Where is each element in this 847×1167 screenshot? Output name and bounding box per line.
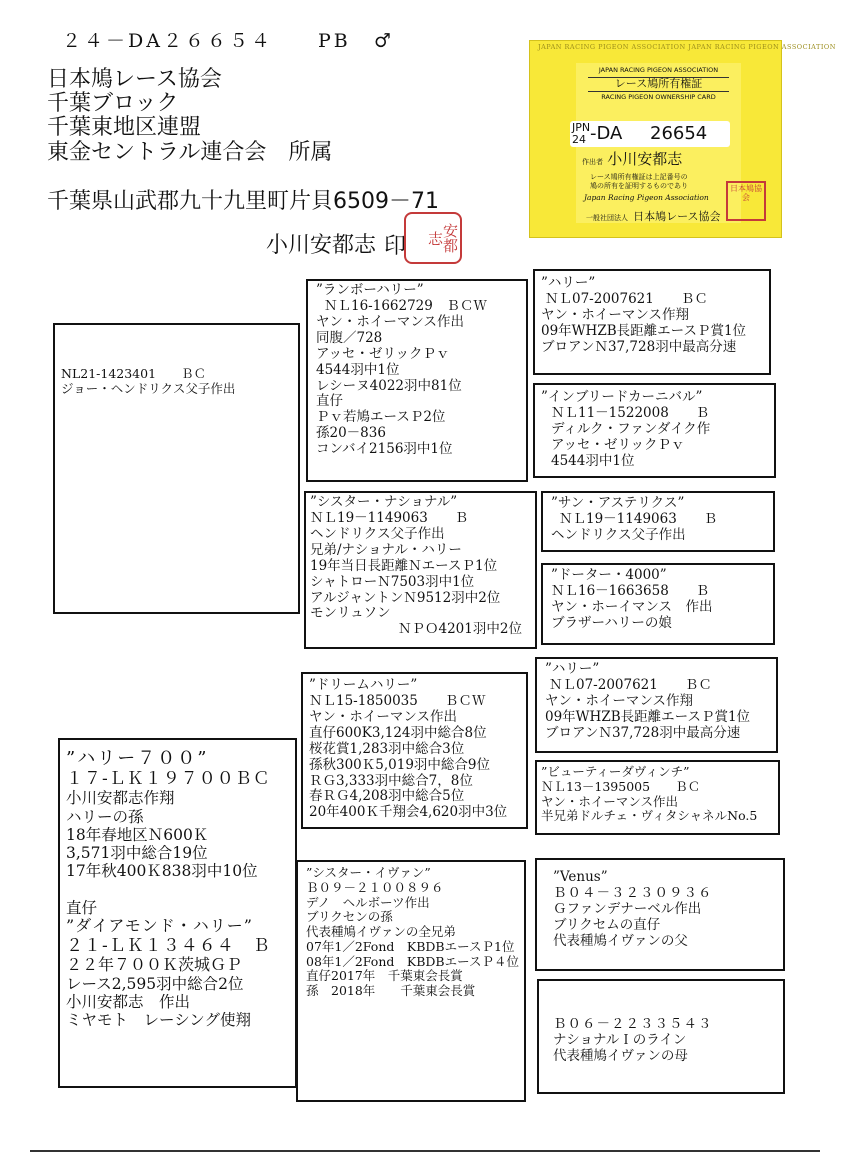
card-org-name: 日本鳩レース協会	[633, 210, 721, 223]
pedigree-line: 直仔2017年 千葉東会長賞	[306, 968, 463, 984]
pedigree-line: ＮＬ16－1663658 Ｂ	[551, 582, 710, 599]
card-ring-field	[570, 121, 730, 147]
pedigree-line: ”ランボーハリー”	[316, 282, 424, 298]
card-inner	[572, 63, 741, 223]
subject2-line: 18年春地区Ｎ600Ｋ	[66, 825, 209, 844]
subject2-line: レース2,595羽中総合2位	[66, 974, 244, 993]
org-line: 千葉ブロック	[47, 91, 179, 117]
pedigree-line: ヤン・ホイーマンス作出	[316, 313, 464, 330]
pedigree-line: ヤン・ホイーマンス作出	[541, 793, 679, 809]
ring-number: ２４－DA２６６５４	[62, 30, 273, 52]
pedigree-line: 4544羽中1位	[551, 452, 635, 469]
pedigree-line: 4544羽中1位	[316, 361, 400, 378]
dam-sire-box	[541, 491, 775, 552]
pedigree-line: 08年1／2Fond KBDBエースＰ４位	[306, 953, 519, 969]
card-title-jp: レース鳩所有権証	[588, 77, 729, 92]
pedigree-line: ”ハリー”	[545, 661, 600, 677]
dam-box	[304, 491, 537, 649]
pedigree-line: ブリクセムの直仔	[553, 916, 661, 933]
pedigree-line: レシーヌ4022羽中81位	[316, 377, 462, 394]
pedigree-line: ブロアンＮ37,728羽中最高分速	[541, 338, 737, 355]
pedigree-line: ＲＧ3,333羽中総合7，8位	[309, 772, 473, 789]
pedigree-line: ”Venus”	[553, 869, 608, 885]
card-year: 24	[572, 133, 586, 146]
pedigree-line: 20年400Ｋ千翔会4,620羽中3位	[309, 804, 508, 821]
pedigree-line: 同腹／728	[316, 329, 383, 346]
subject-line: NL21-1423401 ＢＣ	[61, 366, 207, 381]
pedigree-line: ＮＬ11－1522008 Ｂ	[551, 404, 710, 421]
org-line: 千葉東地区連盟	[47, 115, 202, 141]
subject2-line: 直仔	[66, 898, 98, 917]
card-owner-row	[582, 151, 682, 169]
pedigree-line: ＮＬ19－1149063 Ｂ	[310, 509, 469, 526]
pedigree-line: 春ＲＧ4,208羽中総合5位	[309, 788, 465, 805]
pedigree-line: 直仔	[316, 393, 343, 410]
pedigree-line: ”サン・アステリクス”	[551, 495, 685, 511]
pedigree-line: ”ドーター・4000”	[551, 567, 667, 583]
ownership-card	[529, 40, 836, 238]
dam2-dam-box	[537, 979, 785, 1094]
pedigree-line: Ｂ０９－２１００８９６	[306, 879, 444, 895]
pedigree-line: 桜花賞1,283羽中総合3位	[309, 740, 465, 757]
seal-name: 安都志	[426, 223, 459, 253]
card-org-prefix: 一般社団法人	[586, 214, 628, 222]
subject2-line: ”ハリー７００”	[66, 748, 209, 769]
subject2-line: ミヤモト レーシング使翔	[66, 1011, 251, 1030]
organization-block	[47, 68, 332, 165]
card-note-2: 鳩の所有を証明するものであり	[590, 182, 688, 190]
dam-dam-box	[541, 563, 775, 645]
pedigree-line: 19年当日長距離ＮエースＰ1位	[310, 557, 498, 574]
pedigree-line: Ｂ０４－３２３０９３６	[553, 884, 713, 901]
subject-line: ジョー・ヘンドリクス父子作出	[61, 380, 236, 396]
pedigree-line: 半兄弟ドルチェ・ヴィタシャネルNo.5	[541, 808, 758, 824]
subject2-line: 小川安都志作翔	[66, 789, 175, 808]
pedigree-line: ”ドリームハリー”	[309, 677, 418, 693]
sire-dam-box	[533, 383, 776, 478]
sire2-sire-box	[535, 657, 778, 753]
pedigree-line: アッセ・ゼリックＰｖ	[551, 436, 685, 453]
sire-sire-box	[533, 269, 771, 375]
sex-symbol: ♂	[373, 30, 394, 52]
pedigree-line: ナショナルＩのライン	[553, 1031, 687, 1048]
card-org-row	[586, 206, 721, 225]
dam2-box	[296, 860, 526, 1102]
card-stamp	[726, 181, 766, 221]
owner-seal-stamp	[404, 212, 462, 264]
card-jpn-label: JPN	[572, 121, 591, 134]
pedigree-line: ヤン・ホイーマンス作翔	[541, 306, 689, 323]
pedigree-line: 代表種鳩イヴァンの母	[553, 1047, 688, 1064]
pedigree-line: ”シスター・イヴァン”	[306, 865, 431, 880]
pedigree-line: ”ビューティーダヴィンチ”	[541, 764, 690, 779]
pedigree-line: ＮＬ19－1149063 Ｂ	[559, 510, 718, 527]
pedigree-line: ディルク・ファンダイク作	[551, 420, 711, 437]
subject-box	[53, 323, 300, 614]
pedigree-line: 孫20－836	[316, 425, 386, 442]
pedigree-line: シャトローＮ7503羽中1位	[310, 573, 475, 590]
pedigree-line: モンリュソン	[310, 605, 391, 622]
pedigree-line: コンバイ2156羽中1位	[316, 441, 453, 458]
card-owner-label: 作出者	[582, 158, 603, 166]
seal-char: 印	[384, 234, 407, 259]
page-bottom-rule	[30, 1150, 820, 1152]
address: 千葉県山武郡九十九里町片貝6509－71	[47, 189, 439, 214]
pedigree-line: アッセ・ゼリックＰｖ	[316, 345, 450, 362]
subject2-line: ハリーの孫	[66, 807, 144, 826]
pedigree-line: アルジャントンＮ9512羽中2位	[310, 589, 501, 606]
card-assoc-en: JAPAN RACING PIGEON ASSOCIATION	[598, 66, 719, 74]
pedigree-line: ブリクセンの孫	[306, 909, 393, 925]
pedigree-line: ”ハリー”	[541, 275, 596, 291]
pedigree-line: 兄弟/ナショナル・ハリー	[310, 541, 462, 558]
subject2-box	[58, 738, 297, 1088]
pedigree-line: ＮＬ16-1662729 ＢＣＷ	[324, 297, 487, 314]
pedigree-line: 09年WHZB長距離エースＰ賞1位	[545, 708, 751, 725]
pedigree-line: Ｂ０６－２２３３５４３	[553, 1016, 713, 1032]
ring-header	[62, 30, 394, 52]
dam2-sire-box	[535, 858, 785, 971]
pedigree-line: 代表種鳩イヴァンの全兄弟	[306, 924, 456, 939]
type-label: PB	[318, 30, 351, 52]
subject2-line: 17年秋400Ｋ838羽中10位	[66, 862, 258, 881]
subject2-line: ”ダイアモンド・ハリー”	[66, 915, 253, 935]
sire-box	[306, 279, 528, 482]
pedigree-line: ＮＰＯ4201羽中2位	[398, 621, 522, 638]
pedigree-line: ”インブリードカーニバル”	[541, 389, 703, 405]
subject2-line	[66, 881, 295, 899]
sire2-box	[301, 672, 528, 829]
pedigree-line: ＮＬ13－1395005 ＢＣ	[541, 778, 701, 794]
card-ring-number: 26654	[650, 123, 708, 144]
pedigree-line: ヤン・ホイーマンス作出	[309, 708, 457, 725]
pedigree-line: ブラザーハリーの娘	[551, 614, 672, 631]
pedigree-line: ”シスター・ナショナル”	[310, 494, 458, 510]
card-assoc-en-bottom: Japan Racing Pigeon Association	[584, 193, 709, 202]
pedigree-line: 代表種鳩イヴァンの父	[553, 932, 688, 949]
pedigree-line: 直仔600K3,124羽中総合8位	[309, 724, 487, 741]
pedigree-line: 孫 2018年 千葉東会長賞	[306, 983, 476, 998]
card-note-1: レース鳩所有権証は上記番号の	[590, 173, 688, 181]
pedigree-line: ＮＬ07-2007621 ＢＣ	[549, 676, 712, 693]
pedigree-line: ＮＬ07-2007621 ＢＣ	[545, 290, 708, 307]
card-stamp-text: 日本鳩協会	[730, 184, 762, 202]
pedigree-line: ヘンドリクス父子作出	[551, 526, 686, 543]
pedigree-line: Ｐｖ若鳩エースＰ2位	[316, 409, 446, 426]
org-line: 東金セントラル連合会 所属	[47, 139, 333, 165]
card-owner-sign: 小川安都志	[607, 150, 683, 168]
pedigree-line: ヘンドリクス父子作出	[310, 525, 445, 542]
subject2-line: ２１-ＬＫ１３４６４ Ｂ	[66, 935, 271, 956]
org-line: 日本鳩レース協会	[47, 67, 222, 92]
sire2-dam-box	[535, 760, 780, 835]
card-ring-prefix: -DA	[590, 123, 623, 144]
subject2-line: 小川安都志 作出	[66, 993, 191, 1012]
pedigree-line: ヤン・ホーイマンス 作出	[551, 598, 713, 615]
pedigree-line: Ｇファンデナーベル作出	[553, 900, 702, 917]
pedigree-line: ヤン・ホイーマンス作翔	[545, 692, 693, 709]
pedigree-line: 09年WHZB長距離エースＰ賞1位	[541, 322, 747, 339]
pedigree-line: ブロアンＮ37,728羽中最高分速	[545, 724, 741, 741]
pedigree-line: ＮＬ15-1850035 ＢＣＷ	[309, 692, 486, 709]
subject2-line: １７-ＬＫ１９７００ＢＣ	[66, 769, 271, 790]
owner-name: 小川安都志	[266, 233, 377, 258]
subject2-line: ２２年７００Ｋ茨城ＧＰ	[66, 954, 243, 974]
subject2-line: 3,571羽中総合19位	[66, 844, 208, 863]
card-title-en: RACING PIGEON OWNERSHIP CARD	[601, 92, 716, 101]
pedigree-line: 07年1／2Fond KBDBエースＰ1位	[306, 938, 515, 954]
pedigree-line: 孫秋300Ｋ5,019羽中総合9位	[309, 756, 491, 773]
card-border-text: JAPAN RACING PIGEON ASSOCIATION JAPAN RACING PIGEON ASSOCIATION	[538, 43, 836, 51]
pedigree-line: デノ ヘルボーツ作出	[306, 894, 430, 910]
